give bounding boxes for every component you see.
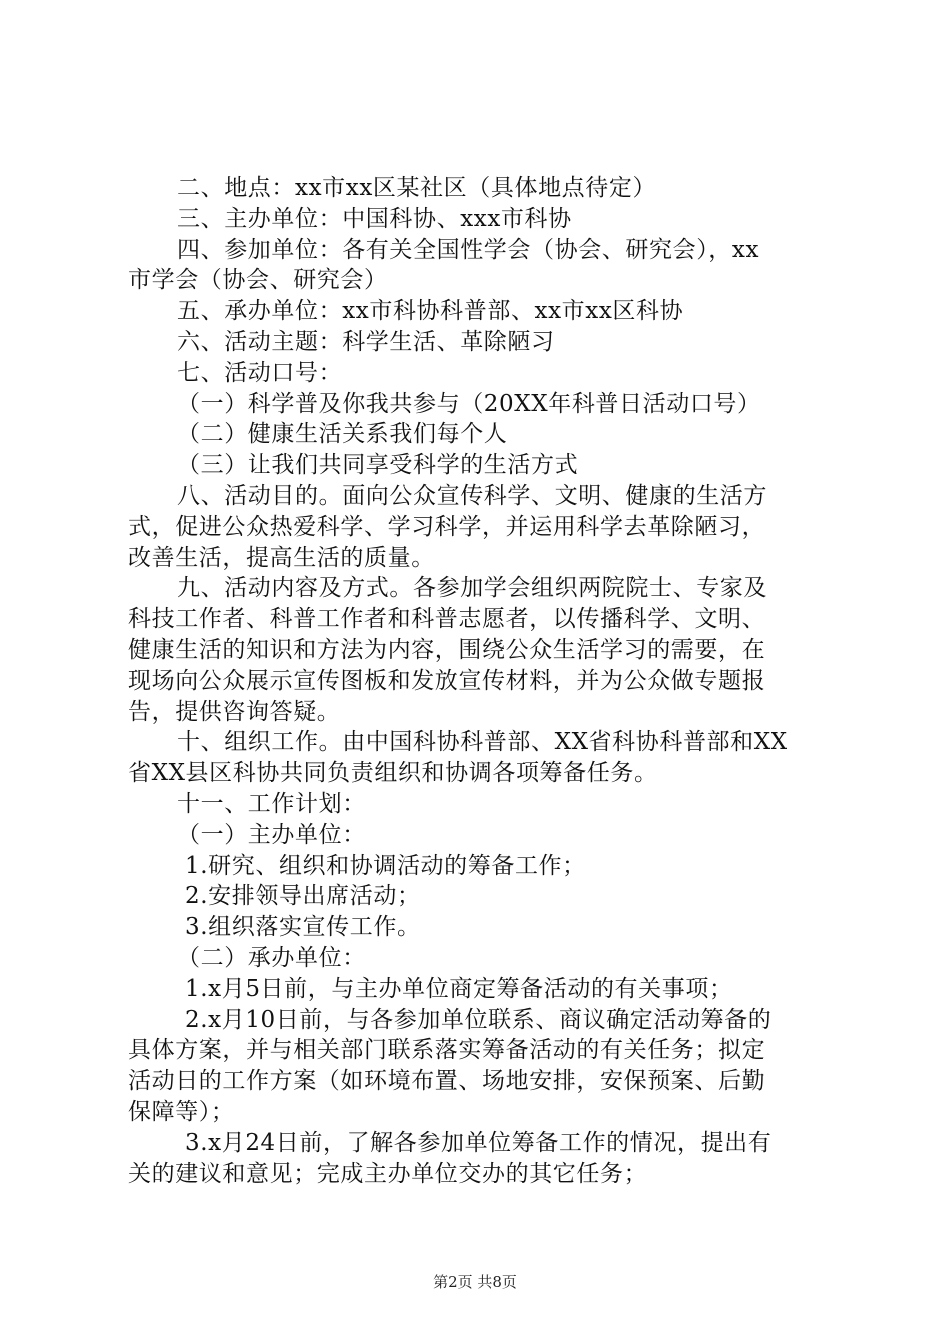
paragraph-line: 六、活动主题：科学生活、革除陋习 (177, 328, 555, 355)
page-number-footer: 第2页 共8页 (433, 1273, 517, 1291)
paragraph-line: 3.组织落实宣传工作。 (185, 914, 421, 941)
paragraph-line: 五、承办单位：xx市科协科普部、xx市xx区科协 (177, 298, 684, 325)
paragraph-line: 1.研究、组织和协调活动的筹备工作； (185, 852, 586, 879)
paragraph-line: 健康生活的知识和方法为内容，围绕公众生活学习的需要，在 (128, 636, 766, 663)
paragraph-line: 九、活动内容及方式。各参加学会组织两院院士、专家及 (177, 575, 767, 602)
paragraph-line: 关的建议和意见；完成主办单位交办的其它任务； (128, 1160, 648, 1187)
paragraph-line: 具体方案，并与相关部门联系落实筹备活动的有关任务；拟定 (128, 1037, 766, 1064)
paragraph-line: （一）主办单位： (177, 821, 366, 848)
paragraph-line: 告，提供咨询答疑。 (128, 698, 341, 725)
paragraph-line: 式，促进公众热爱科学、学习科学，并运用科学去革除陋习， (128, 513, 766, 540)
paragraph-line: 三、主办单位：中国科协、xxx市科协 (177, 205, 572, 232)
paragraph-line: 现场向公众展示宣传图板和发放宣传材料，并为公众做专题报 (128, 667, 766, 694)
paragraph-line: 3.x月24日前，了解各参加单位筹备工作的情况，提出有 (185, 1129, 772, 1156)
paragraph-line: （二）承办单位： (177, 944, 366, 971)
paragraph-line: 2.安排领导出席活动； (185, 883, 421, 910)
paragraph-line: （二）健康生活关系我们每个人 (177, 421, 508, 448)
paragraph-line: 二、地点：xx市xx区某社区（具体地点待定） (177, 175, 657, 201)
paragraph-line: （一）科学普及你我共参与（20XX年科普日活动口号） (177, 390, 761, 417)
paragraph-line: 2.x月10日前，与各参加单位联系、商议确定活动筹备的 (185, 1006, 772, 1033)
paragraph-line: 1.x月5日前，与主办单位商定筹备活动的有关事项； (185, 975, 733, 1002)
paragraph-line: （三）让我们共同享受科学的生活方式 (177, 452, 579, 479)
document-body (128, 173, 833, 1189)
paragraph-line: 改善生活，提高生活的质量。 (128, 544, 435, 571)
paragraph-line: 四、参加单位：各有关全国性学会（协会、研究会），xx (177, 236, 760, 263)
paragraph-line: 八、活动目的。面向公众宣传科学、文明、健康的生活方 (177, 482, 767, 509)
paragraph-line: 科技工作者、科普工作者和科普志愿者，以传播科学、文明、 (128, 606, 766, 633)
paragraph-line: 十、组织工作。由中国科协科普部、XX省科协科普部和XX (177, 729, 788, 756)
paragraph-line: 活动日的工作方案（如环境布置、场地安排，安保预案、后勤 (128, 1068, 766, 1095)
paragraph-line: 十一、工作计划： (177, 790, 366, 817)
paragraph-line: 保障等）； (128, 1098, 235, 1125)
paragraph-line: 省XX县区科协共同负责组织和协调各项筹备任务。 (128, 760, 658, 787)
paragraph-line: 七、活动口号： (177, 359, 343, 386)
paragraph-line: 市学会（协会、研究会） (128, 267, 388, 294)
